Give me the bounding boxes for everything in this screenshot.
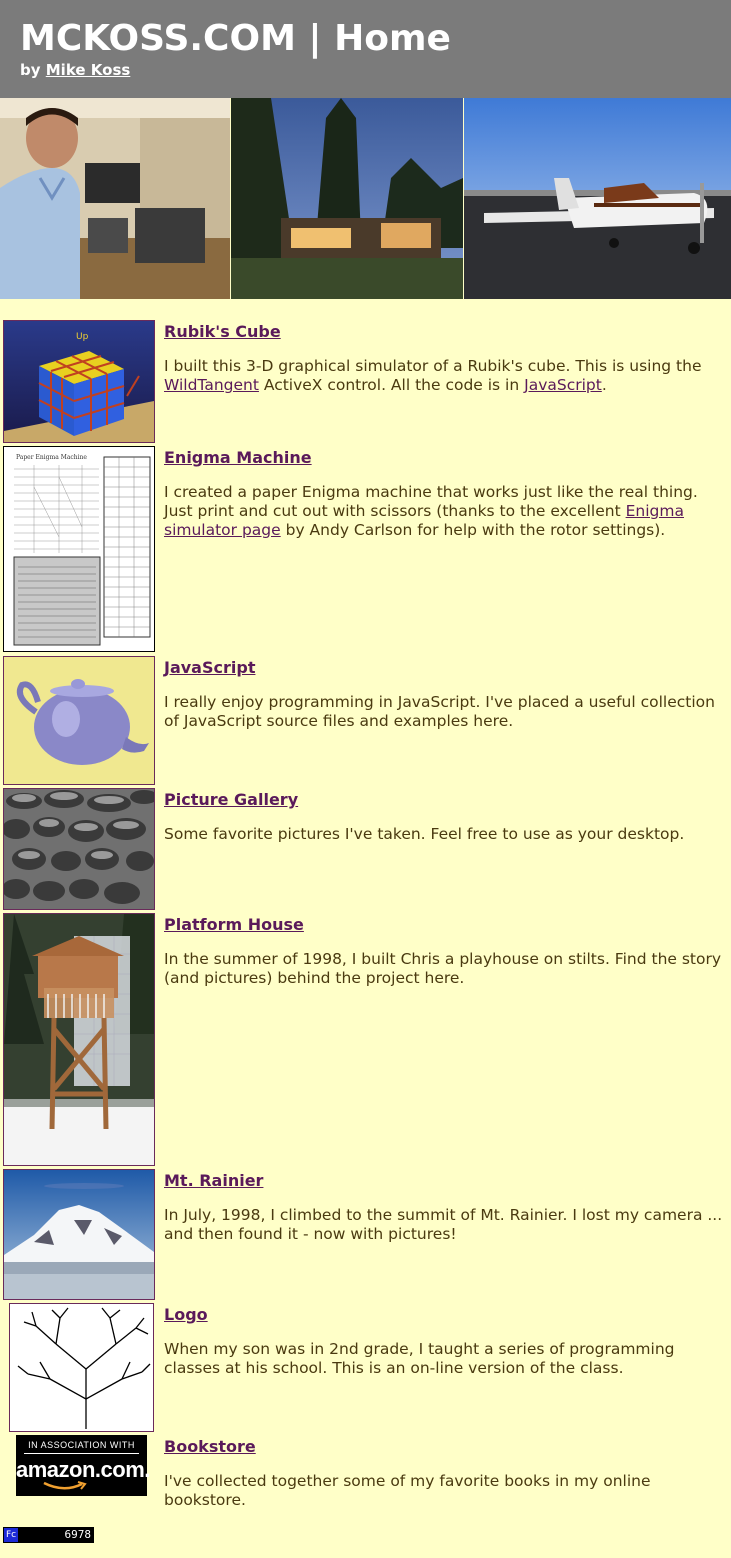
- logo-link[interactable]: Logo: [164, 1305, 208, 1324]
- rubiks-cube-thumbnail[interactable]: [3, 320, 155, 443]
- wildtangent-link[interactable]: WildTangent: [164, 376, 259, 394]
- site-header: [0, 0, 731, 98]
- mt-rainier-description: In July, 1998, I climbed to the summit of Mt. Rainier. I lost my camera ... and then found it - now with pictures!: [164, 1206, 723, 1243]
- picture-gallery-thumbnail[interactable]: [3, 788, 155, 910]
- mt-rainier-thumbnail[interactable]: [3, 1169, 155, 1300]
- amazon-smile-icon: [42, 1481, 88, 1491]
- bookstore-description: I've collected together some of my favorite books in my online bookstore.: [164, 1472, 651, 1509]
- rubiks-cube-description: [164, 357, 726, 395]
- bookstore-link[interactable]: Bookstore: [164, 1437, 256, 1456]
- page-title: MCKOSS.COM | Home: [20, 18, 451, 59]
- picture-gallery-description: Some favorite pictures I've taken. Feel free to use as your desktop.: [164, 825, 685, 843]
- byline: [20, 61, 130, 79]
- javascript-description: I really enjoy programming in JavaScript. I've placed a useful collection of JavaScript source files and examples here.: [164, 693, 715, 730]
- counter-value: 6978: [64, 1528, 91, 1541]
- amazon-wordmark: amazon.com.: [16, 1457, 150, 1482]
- enigma-machine-thumbnail[interactable]: [3, 446, 155, 652]
- amazon-association-badge[interactable]: [16, 1435, 150, 1496]
- logo-description: When my son was in 2nd grade, I taught a series of programming classes at his school. This is an on-line version of the class.: [164, 1340, 675, 1377]
- desc-text: I created a paper Enigma machine that works just like the real thing. Just print and cut out with scissors (thanks to the excellent: [164, 483, 698, 520]
- badge-association-text: IN ASSOCIATION WITH: [28, 1440, 135, 1450]
- hit-counter[interactable]: [3, 1527, 94, 1543]
- airplane-photo: [464, 98, 731, 299]
- house-photo: [231, 98, 463, 299]
- platform-house-link[interactable]: Platform House: [164, 915, 304, 934]
- counter-logo-icon: Fc: [5, 1530, 17, 1540]
- enigma-simulator-link[interactable]: Enigma simulator page: [164, 502, 684, 539]
- platform-house-description: In the summer of 1998, I built Chris a playhouse on stilts. Find the story (and pictures) behind the project here.: [164, 950, 722, 987]
- desc-text: I built this 3-D graphical simulator of a Rubik's cube. This is using the: [164, 357, 702, 375]
- picture-gallery-link[interactable]: Picture Gallery: [164, 790, 299, 809]
- badge-divider: [24, 1453, 139, 1454]
- banner-photos: [0, 98, 731, 299]
- svg-text:Up: Up: [76, 332, 89, 342]
- byline-prefix: by: [20, 61, 41, 79]
- javascript-thumbnail[interactable]: [3, 656, 155, 785]
- enigma-machine-description: [164, 483, 726, 540]
- platform-house-thumbnail[interactable]: [3, 913, 155, 1166]
- desc-text: ActiveX control. All the code is in: [258, 376, 525, 394]
- author-link[interactable]: Mike Koss: [45, 61, 131, 79]
- javascript-link[interactable]: JavaScript: [524, 376, 602, 394]
- rubiks-cube-link[interactable]: Rubik's Cube: [164, 322, 281, 341]
- mt-rainier-link[interactable]: Mt. Rainier: [164, 1171, 264, 1190]
- desc-text: .: [601, 376, 607, 394]
- portrait-photo: [0, 98, 230, 299]
- logo-thumbnail[interactable]: [9, 1303, 154, 1432]
- enigma-machine-link[interactable]: Enigma Machine: [164, 448, 312, 467]
- desc-text: by Andy Carlson for help with the rotor settings).: [280, 521, 666, 539]
- javascript-page-link[interactable]: JavaScript: [164, 658, 256, 677]
- enigma-thumb-title: Paper Enigma Machine: [16, 454, 87, 461]
